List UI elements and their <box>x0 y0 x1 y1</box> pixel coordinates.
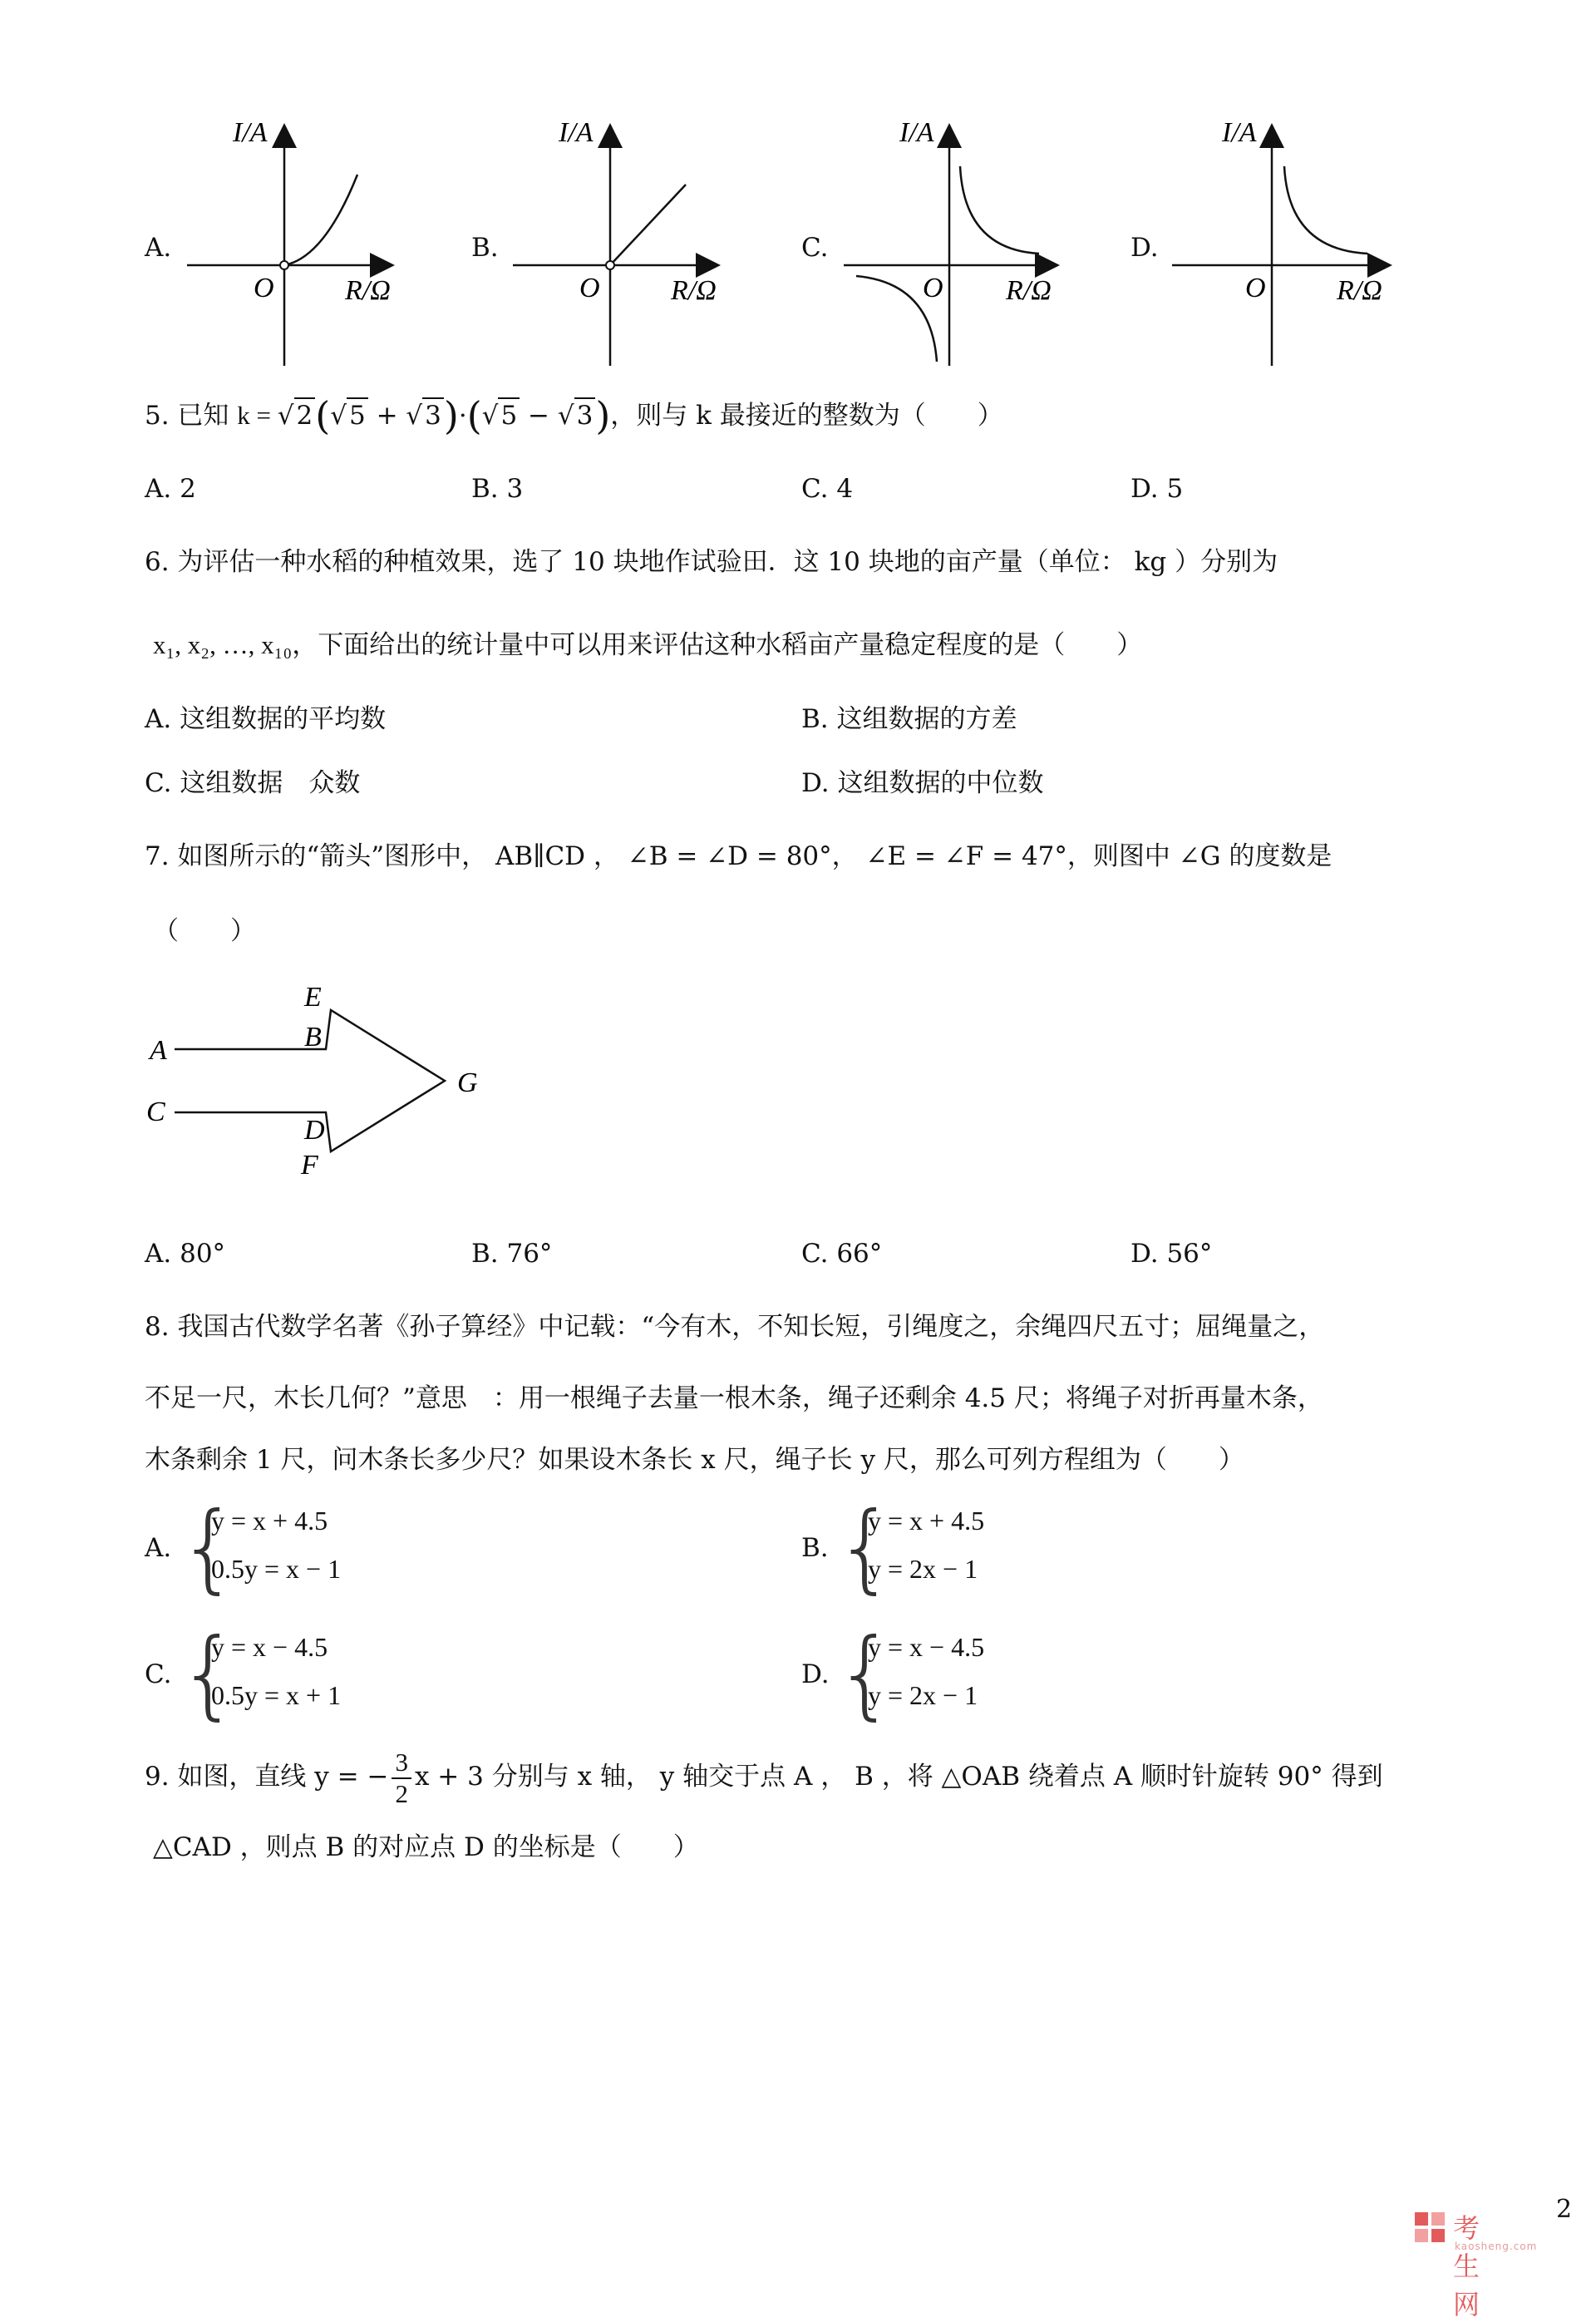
q8-option-c-label: C. <box>145 1659 172 1689</box>
q5-option-d[interactable]: D. 5 <box>1130 474 1184 504</box>
q6-line2 <box>153 629 1142 662</box>
q4-d-xlabel: R/Ω <box>1337 275 1382 306</box>
q4-b-xlabel: R/Ω <box>671 275 717 306</box>
q8-option-a-eq2: 0.5y = x − 1 <box>211 1554 342 1584</box>
q8-line3: 木条剩余 1 尺，问木条长多少尺？如果设木条长 x 尺，绳子长 y 尺，那么可列方程组为（ ） <box>145 1445 1244 1475</box>
q4-a-ylabel: I/A <box>233 117 268 148</box>
q9-fraction <box>392 1748 411 1809</box>
q6-option-b[interactable]: B. 这组数据的方差 <box>801 704 1017 734</box>
watermark-text: 考生网 <box>1453 2212 1480 2320</box>
page-number: 2 <box>1556 2195 1573 2224</box>
q5-suffix: ，则与 k 最接近的整数为（ ） <box>610 401 1003 431</box>
q5-k-eq: k = <box>237 401 278 430</box>
q8-option-a-brace: { <box>178 1491 239 1604</box>
watermark-sub: kaosheng.com <box>1455 2241 1538 2252</box>
q7-option-b[interactable]: B. 76° <box>471 1239 553 1269</box>
q4-graph-a <box>183 112 416 373</box>
q6-option-a[interactable]: A. 这组数据的平均数 <box>145 704 387 734</box>
q8-line1: 8. 我国古代数学名著《孙子算经》中记载：“今有木，不知长短，引绳度之，余绳四尺五寸；屈绳量之， <box>145 1312 1325 1342</box>
q4-a-origin: O <box>254 273 274 303</box>
q6-option-c[interactable]: C. 这组数据 众数 <box>145 768 361 798</box>
q6-option-d[interactable]: D. 这组数据的中位数 <box>801 768 1044 798</box>
q8-option-c-eq2: 0.5y = x + 1 <box>211 1680 342 1710</box>
q9-line2: △CAD ，则点 B 的对应点 D 的坐标是（ ） <box>153 1832 699 1862</box>
q8-option-d-brace: { <box>835 1618 896 1730</box>
q5-option-c[interactable]: C. 4 <box>801 474 854 504</box>
q9-line1 <box>145 1739 1383 1814</box>
q4-d-ylabel: I/A <box>1222 117 1257 148</box>
q8-option-a-label: A. <box>145 1533 172 1563</box>
q4-b-ylabel: I/A <box>559 117 594 148</box>
q8-option-d-label: D. <box>801 1659 830 1689</box>
q7-label-c: C <box>146 1097 165 1127</box>
q5-option-a[interactable]: A. 2 <box>145 474 196 504</box>
q9-pre: 9. 如图，直线 y = − <box>145 1762 389 1792</box>
q8-option-b-label: B. <box>801 1533 829 1563</box>
q8-option-b-eq2: y = 2x − 1 <box>868 1554 978 1584</box>
q7-option-d[interactable]: D. 56° <box>1130 1239 1213 1269</box>
q4-a-xlabel: R/Ω <box>345 275 391 306</box>
q4-option-c-label[interactable]: C. <box>801 233 829 263</box>
q8-option-b-eq1: y = x + 4.5 <box>868 1506 985 1536</box>
q6-line1: 6. 为评估一种水稻的种植效果，选了 10 块地作试验田．这 10 块地的亩产量（单位： kg ）分别为 <box>145 547 1278 577</box>
q7-label-g: G <box>457 1067 478 1098</box>
q7-label-e: E <box>304 982 322 1013</box>
q9-post: x + 3 分别与 x 轴， y 轴交于点 A ， B ，将 △OAB 绕着点 A 顺时针旋转 90° 得到 <box>414 1762 1383 1792</box>
q7-option-c[interactable]: C. 66° <box>801 1239 883 1269</box>
q5-expression: √2(√5 + √3)·(√5 − √3) <box>277 393 611 438</box>
q8-option-b-brace: { <box>835 1491 896 1604</box>
q6-vars: x₁, x₂, …, x₁₀ <box>153 630 293 659</box>
q9-frac-num: 3 <box>392 1748 411 1779</box>
q4-graph-d <box>1168 112 1409 373</box>
q4-option-a-label[interactable]: A. <box>145 233 172 263</box>
q4-c-ylabel: I/A <box>899 117 934 148</box>
q5-option-b[interactable]: B. 3 <box>471 474 524 504</box>
q8-option-a-eq1: y = x + 4.5 <box>211 1506 328 1536</box>
q7-line1: 7. 如图所示的“箭头”图形中， AB∥CD ， ∠B = ∠D = 80°， ∠E = ∠F = 47°，则图中 ∠G 的度数是 <box>145 841 1332 871</box>
q4-option-d-label[interactable]: D. <box>1130 233 1159 263</box>
q8-option-d-eq1: y = x − 4.5 <box>868 1632 985 1662</box>
q8-option-c-eq1: y = x − 4.5 <box>211 1632 328 1662</box>
q4-d-origin: O <box>1245 273 1266 303</box>
q7-line2: （ ） <box>153 916 256 946</box>
q8-option-c-brace: { <box>178 1618 239 1730</box>
q4-c-xlabel: R/Ω <box>1006 275 1052 306</box>
q4-c-origin: O <box>923 273 943 303</box>
q7-option-a[interactable]: A. 80° <box>145 1239 226 1269</box>
q7-label-d: D <box>304 1115 325 1146</box>
q5-prefix: 5. 已知 <box>145 401 229 431</box>
q8-option-d-eq2: y = 2x − 1 <box>868 1680 978 1710</box>
q7-label-b: B <box>304 1022 322 1053</box>
q8-line2: 不足一尺，木长几何？”意思 ：用一根绳子去量一根木条，绳子还剩余 4.5 尺；将绳子对折再量木条， <box>145 1383 1323 1413</box>
q4-option-b-label[interactable]: B. <box>471 233 499 263</box>
watermark-logo-icon <box>1413 2211 1446 2244</box>
q5-stem <box>145 393 1003 438</box>
q4-b-origin: O <box>579 273 600 303</box>
q6-line2-rest: ，下面给出的统计量中可以用来评估这种水稻亩产量稳定程度的是（ ） <box>292 630 1143 660</box>
q4-graph-c <box>840 112 1081 373</box>
q7-arrow-figure <box>141 973 507 1200</box>
q7-label-a: A <box>150 1035 167 1066</box>
q4-graph-b <box>509 112 741 373</box>
q7-label-f: F <box>301 1150 318 1181</box>
q9-frac-den: 2 <box>395 1778 408 1808</box>
